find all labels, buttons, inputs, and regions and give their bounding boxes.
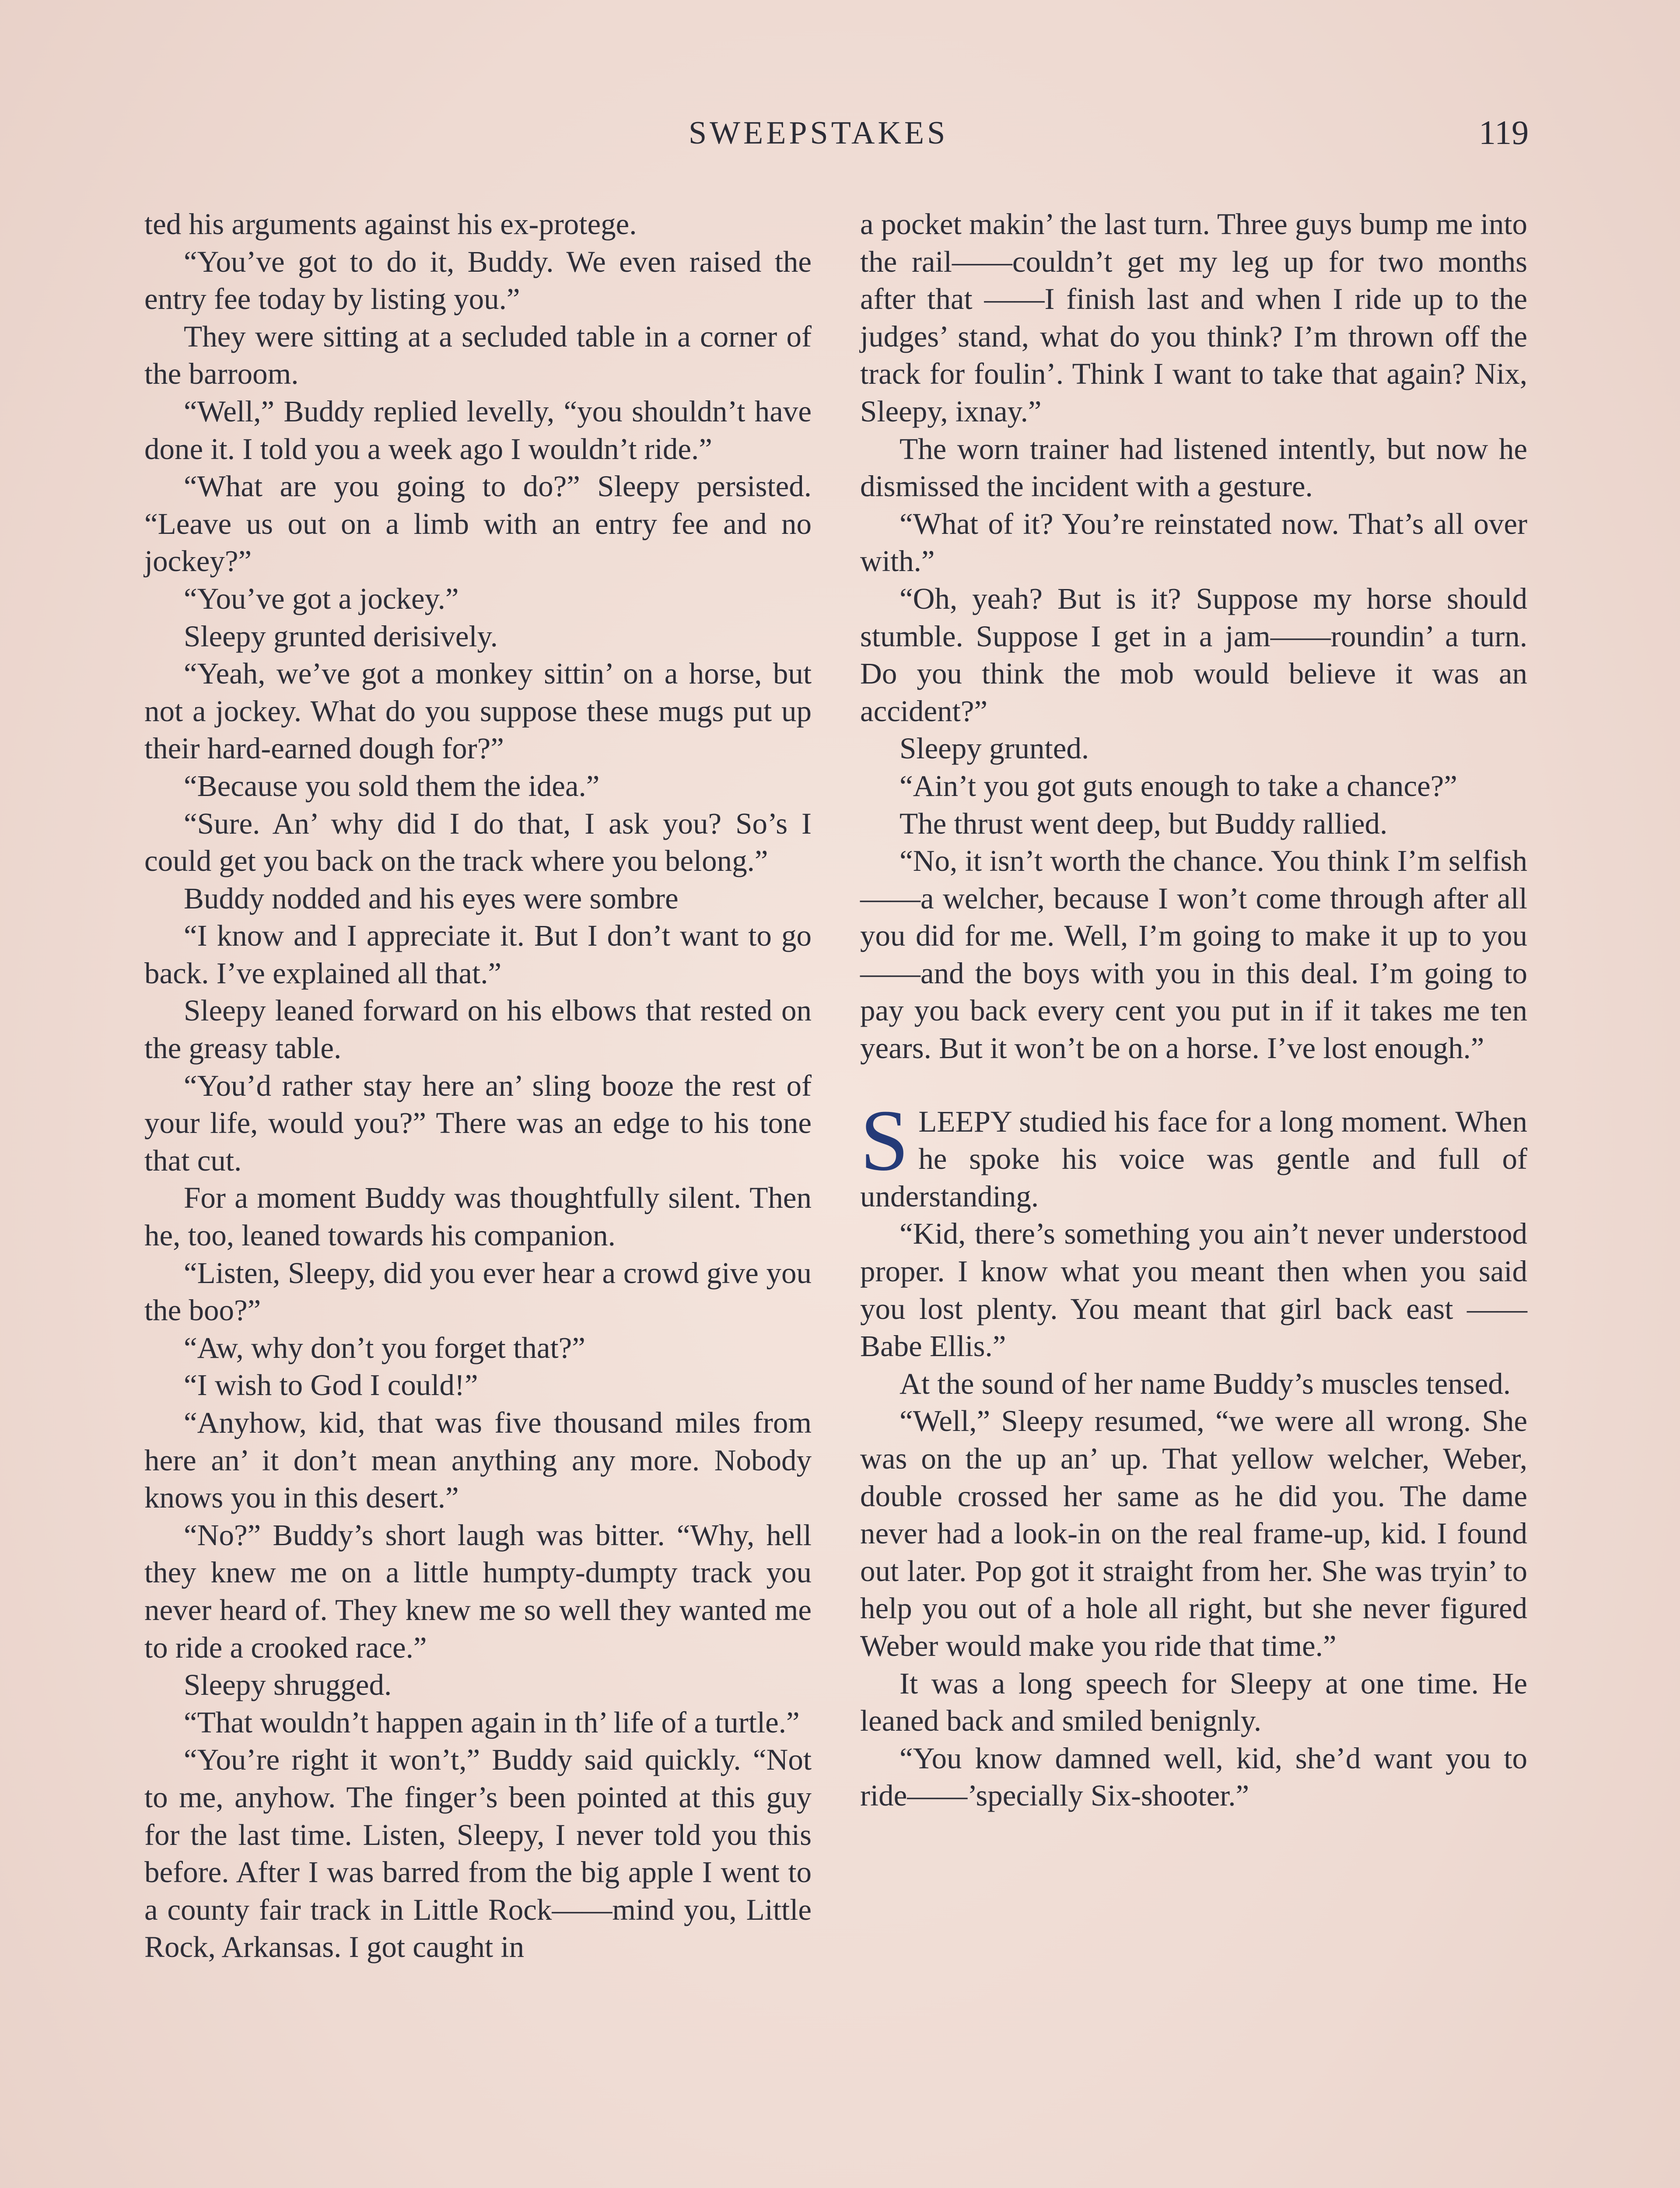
- paragraph: Sleepy grunted.: [900, 732, 1089, 765]
- paragraph: “What are you going to do?” Sleepy persisted. “Leave us out on a limb with an entry fee and no jockey?”: [144, 470, 812, 578]
- paragraph: “Anyhow, kid, that was five thousand miles from here an’ it don’t mean anything any more. Nobody knows you in this desert.”: [144, 1406, 812, 1515]
- paragraph: “I know and I appreciate it. But I don’t want to go back. I’ve explained all that.”: [144, 919, 812, 990]
- paragraph: “Kid, there’s something you ain’t never understood proper. I know what you meant then when you said you lost plenty. You meant that girl back east ——Babe Ellis.”: [860, 1217, 1527, 1363]
- paragraph: “Sure. An’ why did I do that, I ask you? So’s I could get you back on the track where you belong.”: [144, 806, 812, 878]
- paragraph: They were sitting at a secluded table in a corner of the barroom.: [144, 319, 812, 391]
- paragraph: For a moment Buddy was thoughtfully silent. Then he, too, leaned towards his companion.: [144, 1181, 812, 1252]
- paragraph: “No?” Buddy’s short laugh was bitter. “Why, hell they knew me on a little humpty-dumpty track you never heard of. They knew me so well they wanted me to ride a crooked race.”: [144, 1518, 812, 1664]
- paragraph: Sleepy leaned forward on his elbows that rested on the greasy table.: [144, 994, 812, 1065]
- paragraph: At the sound of her name Buddy’s muscles tensed.: [900, 1367, 1511, 1400]
- paragraph: “You know damned well, kid, she’d want you to ride——’specially Six-shooter.”: [860, 1741, 1527, 1813]
- paragraph: “That wouldn’t happen again in th’ life of a turtle.”: [184, 1705, 800, 1739]
- paragraph: “You’re right it won’t,” Buddy said quickly. “Not to me, anyhow. The finger’s been pointed at this guy for the last time. Listen, Sleepy, I never told you this before. After I was barred from the big apple I went to a county fair track in Little Rock——mind you, Little Rock, Arkansas. I got caught in: [144, 1743, 812, 1964]
- paragraph: “What of it? You’re reinstated now. That’s all over with.”: [860, 507, 1527, 578]
- paragraph: Buddy nodded and his eyes were sombre: [184, 881, 679, 915]
- drop-cap: S: [860, 1092, 909, 1189]
- paragraph: “You’ve got a jockey.”: [184, 582, 459, 615]
- paragraph: “Because you sold them the idea.”: [184, 769, 600, 803]
- paragraph: “Yeah, we’ve got a monkey sittin’ on a horse, but not a jockey. What do you suppose these mugs put up their hard-earned dough for?”: [144, 657, 812, 765]
- paragraph: “Listen, Sleepy, did you ever hear a crowd give you the boo?”: [144, 1256, 812, 1327]
- paragraph: “No, it isn’t worth the chance. You think I’m selfish——a welcher, because I won’t come through after all you did for me. Well, I’m going to make it up to you——and the boys with you in this deal. I’m going to pay you back every cent you put in if it takes me ten years. But it won’t be on a horse. I’ve lost enough.”: [860, 844, 1527, 1065]
- paragraph: “You’d rather stay here an’ sling booze the rest of your life, would you?” There was an edge to his tone that cut.: [144, 1069, 812, 1177]
- paragraph: It was a long speech for Sleepy at one time. He leaned back and smiled benignly.: [860, 1666, 1527, 1738]
- paragraph-continued: a pocket makin’ the last turn. Three guys bump me into the rail——couldn’t get my leg up for two months after that ——I finish last and when I ride up to the judges’ stand, what do you think? I’m thrown off the track for foulin’. Think I want to take that again? Nix, Sleepy, ixnay.”: [860, 207, 1527, 428]
- page-number: 119: [1479, 113, 1529, 151]
- paragraph: “Well,” Sleepy resumed, “we were all wrong. She was on the up an’ up. That yellow welcher, Weber, double crossed her same as he did you. The dame never had a look-in on the real frame-up, kid. I found out later. Pop got it straight from her. She was tryin’ to help you out of a hole all right, but she never figured Weber would make you ride that time.”: [860, 1404, 1527, 1662]
- paragraph: “Ain’t you got guts enough to take a chance?”: [900, 769, 1457, 803]
- running-title: SWEEPSTAKES: [689, 115, 948, 151]
- paragraph: The worn trainer had listened intently, but now he dismissed the incident with a gesture.: [860, 432, 1527, 503]
- paragraph: Sleepy grunted derisively.: [184, 619, 498, 653]
- section-opening-paragraph: [860, 1092, 1527, 1216]
- paragraph-continued: ted his arguments against his ex-protege.: [144, 207, 637, 241]
- paragraph: “I wish to God I could!”: [184, 1368, 478, 1402]
- paragraph: “Oh, yeah? But is it? Suppose my horse should stumble. Suppose I get in a jam——roundin’ a turn. Do you think the mob would believe it was an accident?”: [860, 582, 1527, 728]
- paragraph: “You’ve got to do it, Buddy. We even raised the entry fee today by listing you.”: [144, 245, 812, 316]
- drop-paragraph-text: LEEPY studied his face for a long moment. When he spoke his voice was gentle and full of understanding.: [860, 1105, 1527, 1213]
- left-text-column: [144, 206, 812, 1966]
- right-text-column: [860, 206, 1527, 1815]
- paragraph: Sleepy shrugged.: [184, 1668, 392, 1702]
- paragraph: “Well,” Buddy replied levelly, “you shouldn’t have done it. I told you a week ago I wouldn’t ride.”: [144, 394, 812, 466]
- paragraph: “Aw, why don’t you forget that?”: [184, 1331, 585, 1364]
- paragraph: The thrust went deep, but Buddy rallied.: [900, 806, 1388, 840]
